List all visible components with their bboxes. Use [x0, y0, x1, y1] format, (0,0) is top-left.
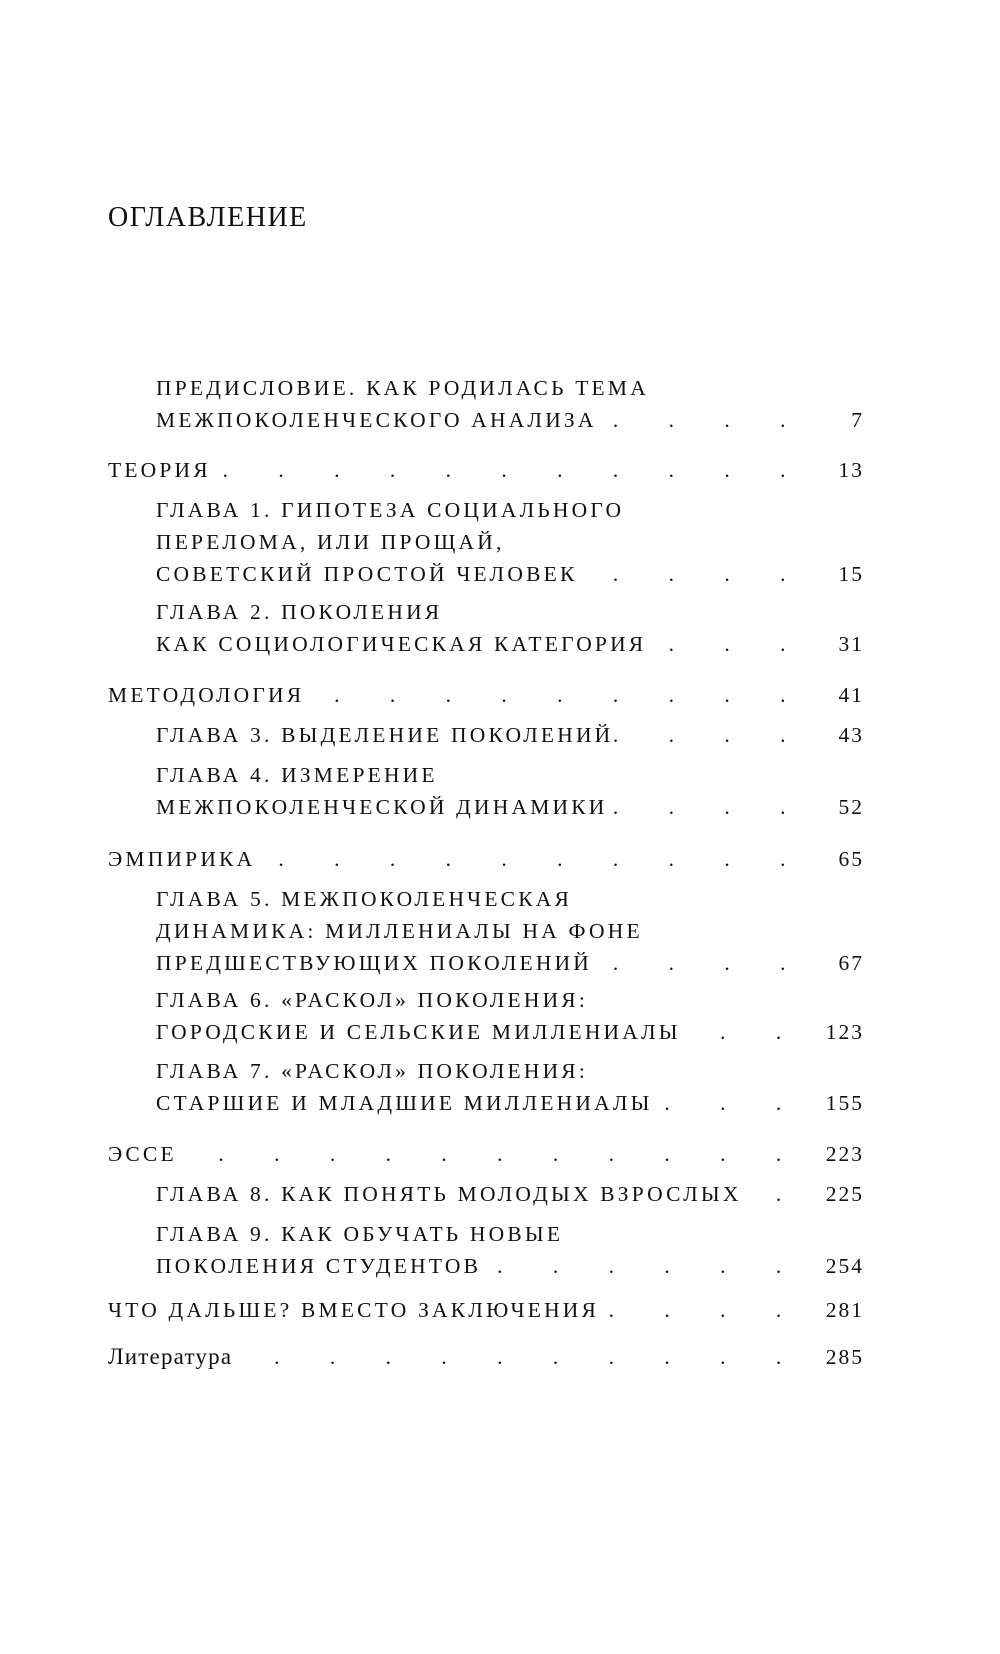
dot-leader	[592, 947, 830, 979]
dot-leader	[653, 1087, 826, 1119]
dot-leader	[646, 628, 830, 660]
toc-entry-text: ГЛАВА 4. ИЗМЕРЕНИЕ	[156, 763, 438, 787]
dot-leader	[597, 404, 830, 436]
dot-leader	[608, 791, 830, 823]
toc-entry-text: МЕЖПОКОЛЕНЧЕСКОГО АНАЛИЗА	[156, 408, 597, 432]
toc-entry-text: Литература	[108, 1344, 233, 1369]
dot-leader	[742, 1178, 826, 1210]
toc-entry-text: ГЛАВА 3. ВЫДЕЛЕНИЕ ПОКОЛЕНИЙ	[156, 723, 614, 747]
toc-section-references[interactable]	[108, 1341, 864, 1373]
toc-entry-text: ТЕОРИЯ	[108, 458, 211, 482]
page-number: 123	[825, 1020, 864, 1044]
toc-entry-text: ДИНАМИКА: МИЛЛЕНИАЛЫ НА ФОНЕ	[156, 919, 643, 943]
toc-section-methodology[interactable]	[108, 679, 864, 711]
toc-entry-chapter-5[interactable]	[156, 883, 864, 979]
dot-leader	[577, 558, 830, 590]
page-number: 223	[825, 1142, 864, 1166]
dot-leader	[255, 843, 830, 875]
toc-section-empirics[interactable]	[108, 843, 864, 875]
toc-entry-text: СОВЕТСКИЙ ПРОСТОЙ ЧЕЛОВЕК	[156, 562, 578, 586]
dot-leader	[177, 1138, 826, 1170]
toc-entry-text: ЧТО ДАЛЬШЕ? ВМЕСТО ЗАКЛЮЧЕНИЯ	[108, 1298, 600, 1322]
toc-entry-chapter-1[interactable]	[156, 494, 864, 590]
toc-entry-text: ГЛАВА 8. КАК ПОНЯТЬ МОЛОДЫХ ВЗРОСЛЫХ	[156, 1182, 742, 1206]
toc-entry-text: ПЕРЕЛОМА, ИЛИ ПРОЩАЙ,	[156, 530, 505, 554]
page-number: 65	[838, 847, 864, 871]
toc-entry-preface[interactable]	[156, 372, 864, 436]
dot-leader	[681, 1016, 826, 1048]
dot-leader	[613, 719, 830, 751]
page-number: 43	[838, 723, 864, 747]
toc-entry-text: ГЛАВА 1. ГИПОТЕЗА СОЦИАЛЬНОГО	[156, 498, 625, 522]
toc-entry-chapter-9[interactable]	[156, 1218, 864, 1282]
page-number: 254	[825, 1254, 864, 1278]
toc-entry-text: ПРЕДИСЛОВИЕ. КАК РОДИЛАСЬ ТЕМА	[156, 376, 649, 400]
toc-entry-text: ЭМПИРИКА	[108, 847, 256, 871]
toc-entry-text: ГЛАВА 9. КАК ОБУЧАТЬ НОВЫЕ	[156, 1222, 564, 1246]
toc-section-theory[interactable]	[108, 454, 864, 486]
toc-entry-text: ГЛАВА 5. МЕЖПОКОЛЕНЧЕСКАЯ	[156, 887, 573, 911]
page-number: 13	[838, 458, 864, 482]
toc-entry-text: КАК СОЦИОЛОГИЧЕСКАЯ КАТЕГОРИЯ	[156, 632, 647, 656]
dot-leader	[481, 1250, 826, 1282]
page-number: 41	[838, 683, 864, 707]
page-number: 7	[851, 408, 864, 432]
toc-entry-chapter-4[interactable]	[156, 759, 864, 823]
toc-entry-text: МЕЖПОКОЛЕНЧЕСКОЙ ДИНАМИКИ	[156, 795, 608, 819]
toc-entry-text: ГЛАВА 2. ПОКОЛЕНИЯ	[156, 600, 443, 624]
toc-entry-chapter-3[interactable]	[156, 719, 864, 751]
toc-entry-text: ПРЕДШЕСТВУЮЩИХ ПОКОЛЕНИЙ	[156, 951, 593, 975]
page-number: 225	[825, 1182, 864, 1206]
dot-leader	[599, 1294, 826, 1326]
page-number: 52	[838, 795, 864, 819]
page-number: 67	[838, 951, 864, 975]
dot-leader	[304, 679, 830, 711]
page-number: 15	[838, 562, 864, 586]
toc-section-conclusion[interactable]	[108, 1294, 864, 1326]
page-title: ОГЛАВЛЕНИЕ	[108, 202, 308, 233]
page-number: 281	[825, 1298, 864, 1322]
toc-entry-text: СТАРШИЕ И МЛАДШИЕ МИЛЛЕНИАЛЫ	[156, 1091, 653, 1115]
dot-leader	[232, 1341, 826, 1373]
toc-entry-text: ГОРОДСКИЕ И СЕЛЬСКИЕ МИЛЛЕНИАЛЫ	[156, 1020, 681, 1044]
toc-entry-text: МЕТОДОЛОГИЯ	[108, 683, 305, 707]
toc-entry-chapter-2[interactable]	[156, 596, 864, 660]
page-number: 285	[825, 1345, 864, 1369]
toc-entry-text: ГЛАВА 6. «РАСКОЛ» ПОКОЛЕНИЯ:	[156, 988, 589, 1012]
page-number: 31	[838, 632, 864, 656]
toc-entry-text: ЭССЕ	[108, 1142, 177, 1166]
toc-entry-text: ГЛАВА 7. «РАСКОЛ» ПОКОЛЕНИЯ:	[156, 1059, 589, 1083]
toc-section-essays[interactable]	[108, 1138, 864, 1170]
dot-leader	[211, 454, 830, 486]
page-number: 155	[825, 1091, 864, 1115]
toc-entry-chapter-8[interactable]	[156, 1178, 864, 1210]
toc-entry-chapter-7[interactable]	[156, 1055, 864, 1119]
toc-entry-text: ПОКОЛЕНИЯ СТУДЕНТОВ	[156, 1254, 482, 1278]
toc-entry-chapter-6[interactable]	[156, 984, 864, 1048]
